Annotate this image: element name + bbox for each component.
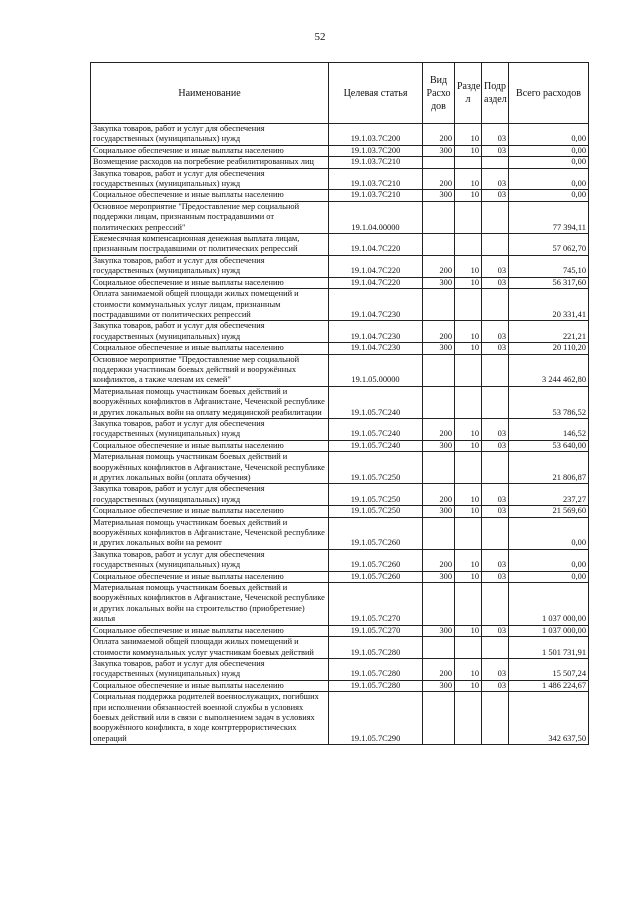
- cell-name: Оплата занимаемой общей площади жилых помещений и стоимости коммунальных услуг участникам боевых действий: [91, 637, 329, 659]
- cell-article: 19.1.03.7С210: [329, 157, 423, 168]
- table-row: [91, 418, 589, 440]
- cell-name: Закупка товаров, работ и услуг для обеспечения государственных (муниципальных) нужд: [91, 484, 329, 506]
- cell-article: 19.1.05.7С290: [329, 692, 423, 745]
- cell-section: 10: [455, 168, 482, 190]
- table-row: [91, 440, 589, 451]
- table-row: [91, 145, 589, 156]
- cell-name: Основное мероприятие "Предоставление мер социальной поддержки лицам, признанным пострадавшими от политических репрессий": [91, 201, 329, 233]
- table-row: [91, 234, 589, 256]
- cell-total: 1 037 000,00: [509, 583, 589, 626]
- cell-expense-type: 300: [423, 145, 455, 156]
- cell-total: 57 062,70: [509, 234, 589, 256]
- cell-subsection: 03: [482, 484, 509, 506]
- cell-expense-type: 200: [423, 124, 455, 146]
- cell-section: 10: [455, 418, 482, 440]
- cell-subsection: 03: [482, 549, 509, 571]
- cell-expense-type: [423, 354, 455, 386]
- cell-section: 10: [455, 440, 482, 451]
- cell-name: Закупка товаров, работ и услуг для обеспечения государственных (муниципальных) нужд: [91, 255, 329, 277]
- cell-name: Материальная помощь участникам боевых действий и вооружённых конфликтов в Афганистане, Чеченской республике и других локальных войн на строительство (приобретение) жилья: [91, 583, 329, 626]
- cell-total: 3 244 462,80: [509, 354, 589, 386]
- expenditure-table: [90, 62, 589, 745]
- cell-name: Социальное обеспечение и иные выплаты населению: [91, 506, 329, 517]
- cell-total: 53 640,00: [509, 440, 589, 451]
- cell-section: 10: [455, 658, 482, 680]
- cell-article: 19.1.05.7С280: [329, 658, 423, 680]
- table-row: [91, 680, 589, 691]
- cell-expense-type: 200: [423, 484, 455, 506]
- cell-name: Материальная помощь участникам боевых действий и вооружённых конфликтов в Афганистане, Чеченской республике и других локальных войн на ремонт: [91, 517, 329, 549]
- cell-subsection: 03: [482, 145, 509, 156]
- table-row: [91, 255, 589, 277]
- cell-name: Основное мероприятие "Предоставление мер социальной поддержки участникам боевых действий и вооружённых конфликтов, а также членам их семей": [91, 354, 329, 386]
- cell-total: 0,00: [509, 157, 589, 168]
- cell-article: 19.1.05.7С260: [329, 549, 423, 571]
- cell-expense-type: [423, 692, 455, 745]
- cell-total: 1 501 731,91: [509, 637, 589, 659]
- cell-article: 19.1.04.7С220: [329, 234, 423, 256]
- header-subsection: Подр аздел: [482, 63, 509, 124]
- cell-name: Социальное обеспечение и иные выплаты населению: [91, 440, 329, 451]
- cell-name: Социальная поддержка родителей военнослужащих, погибших при исполнении обязанностей военной службы в условиях боевых действий или в связи с выполнением задач в условиях вооружённого конфликта, в ходе контртеррористических операций: [91, 692, 329, 745]
- cell-article: 19.1.04.7С230: [329, 321, 423, 343]
- cell-expense-type: [423, 234, 455, 256]
- table-row: [91, 321, 589, 343]
- cell-subsection: [482, 637, 509, 659]
- cell-name: Социальное обеспечение и иные выплаты населению: [91, 145, 329, 156]
- cell-expense-type: 200: [423, 168, 455, 190]
- cell-article: 19.1.04.7С220: [329, 277, 423, 288]
- cell-expense-type: [423, 386, 455, 418]
- table-row: [91, 201, 589, 233]
- cell-article: 19.1.04.00000: [329, 201, 423, 233]
- cell-expense-type: 300: [423, 506, 455, 517]
- cell-section: [455, 386, 482, 418]
- cell-expense-type: [423, 289, 455, 321]
- header-total: Всего расходов: [509, 63, 589, 124]
- cell-article: 19.1.04.7С220: [329, 255, 423, 277]
- cell-subsection: [482, 234, 509, 256]
- table-row: [91, 658, 589, 680]
- header-article: Целевая статья: [329, 63, 423, 124]
- page-number: 52: [314, 31, 326, 43]
- cell-total: 0,00: [509, 190, 589, 201]
- cell-name: Закупка товаров, работ и услуг для обеспечения государственных (муниципальных) нужд: [91, 124, 329, 146]
- cell-subsection: 03: [482, 658, 509, 680]
- cell-expense-type: 200: [423, 321, 455, 343]
- cell-total: 146,52: [509, 418, 589, 440]
- cell-article: 19.1.05.7С280: [329, 680, 423, 691]
- cell-subsection: 03: [482, 625, 509, 636]
- table-row: [91, 168, 589, 190]
- cell-expense-type: 300: [423, 625, 455, 636]
- table-row: [91, 343, 589, 354]
- cell-section: [455, 637, 482, 659]
- cell-section: [455, 201, 482, 233]
- cell-article: 19.1.05.7С250: [329, 506, 423, 517]
- table-row: [91, 549, 589, 571]
- cell-expense-type: [423, 583, 455, 626]
- cell-section: 10: [455, 625, 482, 636]
- cell-name: Закупка товаров, работ и услуг для обеспечения государственных (муниципальных) нужд: [91, 321, 329, 343]
- cell-section: 10: [455, 255, 482, 277]
- cell-subsection: [482, 452, 509, 484]
- cell-subsection: [482, 583, 509, 626]
- cell-subsection: [482, 157, 509, 168]
- cell-total: 0,00: [509, 145, 589, 156]
- cell-article: 19.1.04.7С230: [329, 343, 423, 354]
- cell-subsection: 03: [482, 343, 509, 354]
- cell-section: 10: [455, 343, 482, 354]
- cell-article: 19.1.03.7С200: [329, 145, 423, 156]
- cell-subsection: 03: [482, 321, 509, 343]
- cell-subsection: 03: [482, 277, 509, 288]
- table-row: [91, 692, 589, 745]
- cell-section: [455, 157, 482, 168]
- cell-expense-type: [423, 452, 455, 484]
- cell-expense-type: 300: [423, 680, 455, 691]
- cell-name: Оплата занимаемой общей площади жилых помещений и стоимости коммунальных услуг лицам, признанным пострадавшими от политических репрессий: [91, 289, 329, 321]
- cell-name: Социальное обеспечение и иные выплаты населению: [91, 680, 329, 691]
- cell-name: Социальное обеспечение и иные выплаты населению: [91, 190, 329, 201]
- cell-section: 10: [455, 145, 482, 156]
- cell-article: 19.1.05.7С250: [329, 484, 423, 506]
- cell-section: 10: [455, 506, 482, 517]
- cell-section: [455, 452, 482, 484]
- cell-section: 10: [455, 680, 482, 691]
- cell-expense-type: 300: [423, 190, 455, 201]
- table-row: [91, 506, 589, 517]
- cell-total: 1 486 224,67: [509, 680, 589, 691]
- cell-subsection: 03: [482, 168, 509, 190]
- cell-section: 10: [455, 321, 482, 343]
- cell-expense-type: [423, 517, 455, 549]
- cell-total: 0,00: [509, 168, 589, 190]
- cell-name: Возмещение расходов на погребение реабилитированных лиц: [91, 157, 329, 168]
- cell-subsection: 03: [482, 418, 509, 440]
- cell-expense-type: [423, 157, 455, 168]
- cell-section: [455, 517, 482, 549]
- cell-total: 1 037 000,00: [509, 625, 589, 636]
- table-row: [91, 637, 589, 659]
- cell-subsection: 03: [482, 124, 509, 146]
- cell-expense-type: [423, 637, 455, 659]
- cell-section: [455, 234, 482, 256]
- cell-subsection: 03: [482, 571, 509, 582]
- cell-article: 19.1.05.7С240: [329, 386, 423, 418]
- cell-name: Социальное обеспечение и иные выплаты населению: [91, 571, 329, 582]
- cell-name: Материальная помощь участникам боевых действий и вооружённых конфликтов в Афганистане, Чеченской республике и других локальных войн (оплата обучения): [91, 452, 329, 484]
- cell-article: 19.1.04.7С230: [329, 289, 423, 321]
- table-row: [91, 386, 589, 418]
- cell-subsection: 03: [482, 255, 509, 277]
- cell-name: Социальное обеспечение и иные выплаты населению: [91, 625, 329, 636]
- table-row: [91, 625, 589, 636]
- cell-article: 19.1.05.7С240: [329, 440, 423, 451]
- table-row: [91, 190, 589, 201]
- cell-total: 0,00: [509, 124, 589, 146]
- cell-total: 21 806,87: [509, 452, 589, 484]
- cell-expense-type: 300: [423, 440, 455, 451]
- cell-section: [455, 692, 482, 745]
- cell-subsection: [482, 289, 509, 321]
- cell-expense-type: 200: [423, 549, 455, 571]
- table-row: [91, 571, 589, 582]
- cell-article: 19.1.03.7С210: [329, 168, 423, 190]
- cell-expense-type: [423, 201, 455, 233]
- cell-section: [455, 289, 482, 321]
- cell-subsection: [482, 386, 509, 418]
- cell-section: 10: [455, 124, 482, 146]
- cell-total: 745,10: [509, 255, 589, 277]
- cell-expense-type: 200: [423, 418, 455, 440]
- header-name: Наименование: [91, 63, 329, 124]
- cell-expense-type: 300: [423, 343, 455, 354]
- cell-name: Закупка товаров, работ и услуг для обеспечения государственных (муниципальных) нужд: [91, 658, 329, 680]
- cell-section: [455, 354, 482, 386]
- table-row: [91, 124, 589, 146]
- header-row: [91, 63, 589, 124]
- cell-article: 19.1.03.7С210: [329, 190, 423, 201]
- cell-article: 19.1.05.7С260: [329, 571, 423, 582]
- cell-subsection: [482, 692, 509, 745]
- cell-section: [455, 583, 482, 626]
- cell-article: 19.1.03.7С200: [329, 124, 423, 146]
- cell-section: 10: [455, 484, 482, 506]
- cell-subsection: [482, 354, 509, 386]
- cell-name: Закупка товаров, работ и услуг для обеспечения государственных (муниципальных) нужд: [91, 168, 329, 190]
- cell-total: 0,00: [509, 517, 589, 549]
- cell-subsection: 03: [482, 440, 509, 451]
- cell-total: 237,27: [509, 484, 589, 506]
- cell-section: 10: [455, 549, 482, 571]
- cell-article: 19.1.05.7С270: [329, 583, 423, 626]
- cell-total: 21 569,60: [509, 506, 589, 517]
- cell-name: Закупка товаров, работ и услуг для обеспечения государственных (муниципальных) нужд: [91, 549, 329, 571]
- cell-article: 19.1.05.7С280: [329, 637, 423, 659]
- cell-total: 53 786,52: [509, 386, 589, 418]
- cell-expense-type: 200: [423, 255, 455, 277]
- cell-total: 342 637,50: [509, 692, 589, 745]
- cell-name: Закупка товаров, работ и услуг для обеспечения государственных (муниципальных) нужд: [91, 418, 329, 440]
- table-row: [91, 289, 589, 321]
- cell-total: 20 331,41: [509, 289, 589, 321]
- header-expense-type: Вид Расхо дов: [423, 63, 455, 124]
- table-row: [91, 517, 589, 549]
- cell-subsection: 03: [482, 680, 509, 691]
- cell-section: 10: [455, 571, 482, 582]
- cell-total: 0,00: [509, 549, 589, 571]
- cell-total: 0,00: [509, 571, 589, 582]
- cell-total: 77 394,11: [509, 201, 589, 233]
- table-row: [91, 583, 589, 626]
- cell-section: 10: [455, 277, 482, 288]
- cell-name: Социальное обеспечение и иные выплаты населению: [91, 343, 329, 354]
- cell-subsection: 03: [482, 190, 509, 201]
- cell-total: 15 507,24: [509, 658, 589, 680]
- table-row: [91, 354, 589, 386]
- cell-article: 19.1.05.00000: [329, 354, 423, 386]
- cell-total: 20 110,20: [509, 343, 589, 354]
- cell-article: 19.1.05.7С270: [329, 625, 423, 636]
- cell-subsection: [482, 201, 509, 233]
- cell-subsection: [482, 517, 509, 549]
- table-body: [91, 124, 589, 745]
- cell-subsection: 03: [482, 506, 509, 517]
- cell-name: Социальное обеспечение и иные выплаты населению: [91, 277, 329, 288]
- cell-article: 19.1.05.7С250: [329, 452, 423, 484]
- table-row: [91, 452, 589, 484]
- cell-article: 19.1.05.7С240: [329, 418, 423, 440]
- cell-total: 56 317,60: [509, 277, 589, 288]
- table-row: [91, 484, 589, 506]
- table-row: [91, 157, 589, 168]
- cell-name: Ежемесячная компенсационная денежная выплата лицам, признанным пострадавшими от политических репрессий: [91, 234, 329, 256]
- cell-expense-type: 300: [423, 571, 455, 582]
- cell-expense-type: 300: [423, 277, 455, 288]
- cell-article: 19.1.05.7С260: [329, 517, 423, 549]
- cell-total: 221,21: [509, 321, 589, 343]
- cell-name: Материальная помощь участникам боевых действий и вооружённых конфликтов в Афганистане, Чеченской республике и других локальных войн на оплату медицинской реабилитации: [91, 386, 329, 418]
- cell-expense-type: 200: [423, 658, 455, 680]
- header-section: Разде л: [455, 63, 482, 124]
- cell-section: 10: [455, 190, 482, 201]
- table-row: [91, 277, 589, 288]
